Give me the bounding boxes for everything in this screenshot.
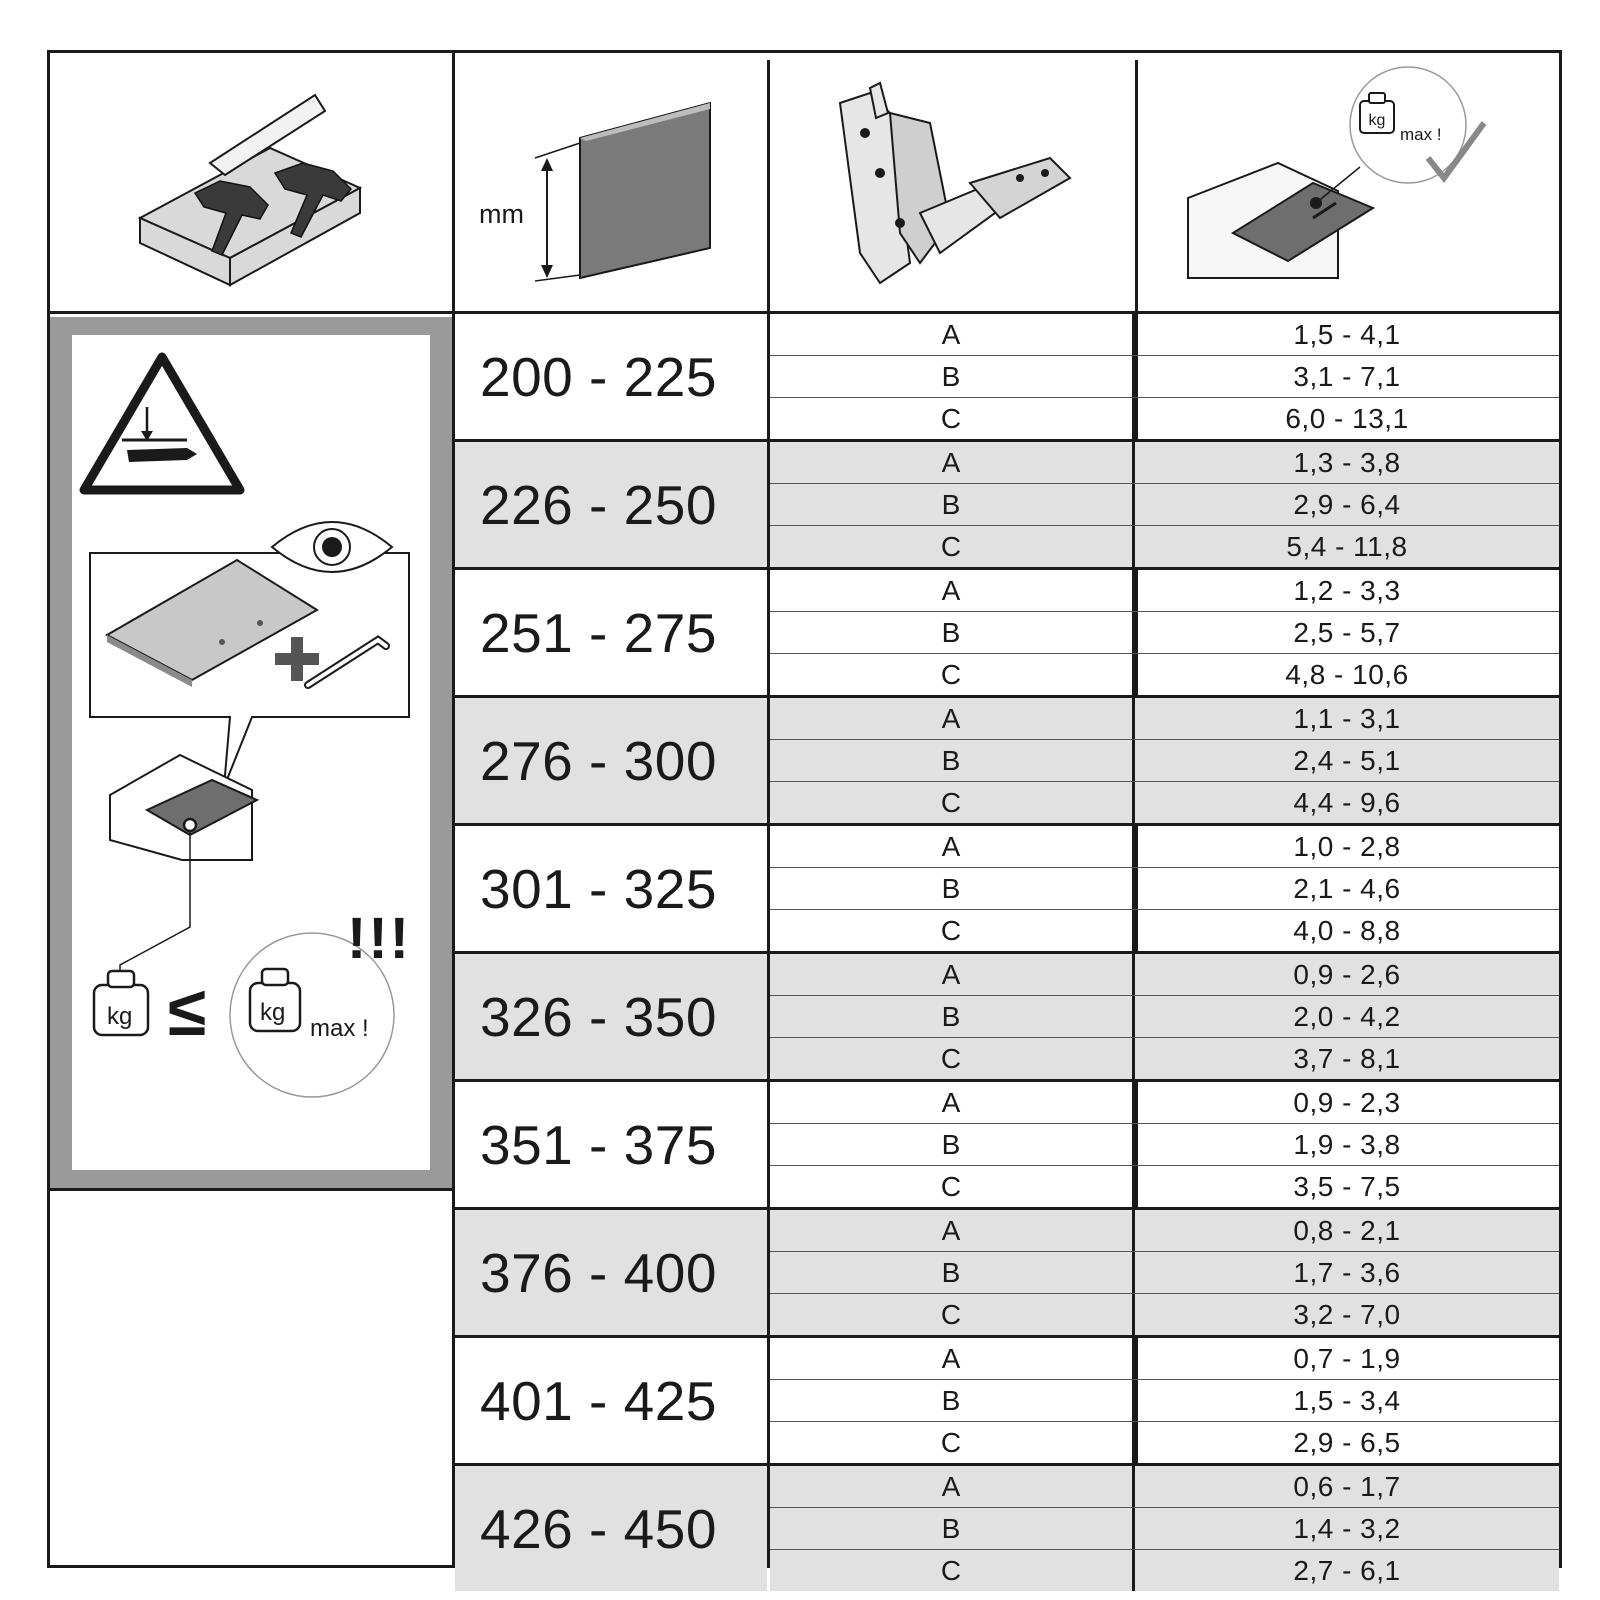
hinge-type-cell: A	[941, 1087, 961, 1118]
warning-exclamation-marks: !!!	[347, 906, 411, 971]
weight-range-cell: 1,0 - 2,8	[1293, 831, 1401, 862]
hinge-type-cell: C	[940, 787, 962, 818]
table-row	[770, 356, 1559, 397]
weight-range-cell: 2,9 - 6,4	[1293, 489, 1401, 520]
table-row	[770, 526, 1559, 567]
height-range-label: 276 - 300	[455, 698, 767, 823]
hinge-type-cell: A	[941, 831, 961, 862]
table-row	[770, 314, 1559, 355]
height-range-label: 200 - 225	[480, 345, 717, 408]
hinge-type-cell: C	[940, 1171, 962, 1202]
height-range-group	[455, 1082, 1559, 1207]
table-row	[770, 782, 1559, 823]
table-row	[770, 484, 1559, 525]
weight-range-cell: 1,7 - 3,6	[1293, 1257, 1401, 1288]
table-row	[770, 654, 1559, 695]
table-row	[770, 1166, 1559, 1207]
weight-range-cell: 3,5 - 7,5	[1293, 1171, 1401, 1202]
height-range-label: 251 - 275	[480, 601, 717, 664]
cabinet-height-icon	[455, 53, 767, 314]
hinge-type-cell: A	[941, 1215, 961, 1246]
lift-hinge-mechanism-icon	[770, 53, 1135, 314]
weight-range-cell: 1,4 - 3,2	[1293, 1513, 1401, 1544]
load-table-body	[455, 314, 1559, 1586]
hinge-type-cell: B	[941, 1129, 961, 1160]
hinge-type-cell: B	[941, 361, 961, 392]
svg-text:kg: kg	[1368, 112, 1386, 129]
max-weight-label: max !	[310, 1015, 369, 1042]
weight-range-cell: 0,9 - 2,3	[1293, 1087, 1401, 1118]
hinge-type-cell: A	[941, 1471, 961, 1502]
safety-instructions-graphic	[72, 335, 430, 1170]
weight-range-cell: 2,9 - 6,5	[1293, 1427, 1401, 1458]
safety-info-content	[72, 335, 430, 1170]
hinge-type-cell: A	[941, 447, 961, 478]
hinge-type-cell: B	[941, 1257, 961, 1288]
table-row	[770, 570, 1559, 611]
height-range-label: 426 - 450	[455, 1466, 767, 1591]
height-range-group	[455, 826, 1559, 951]
hinge-type-cell: C	[940, 403, 962, 434]
weight-range-cell: 6,0 - 13,1	[1285, 403, 1409, 434]
weight-range-cell: 3,2 - 7,0	[1293, 1299, 1401, 1330]
weight-unit-label: kg	[107, 1003, 133, 1030]
hinge-type-cell: B	[941, 1001, 961, 1032]
max-weight-unit-label: kg	[260, 999, 286, 1026]
height-range-label: 351 - 375	[480, 1113, 717, 1176]
hinge-type-cell: C	[940, 1299, 962, 1330]
weight-range-cell: 1,1 - 3,1	[1293, 703, 1401, 734]
table-row	[770, 910, 1559, 951]
table-row	[770, 1294, 1559, 1335]
hinge-type-cell: C	[940, 659, 962, 690]
weight-range-cell: 2,4 - 5,1	[1293, 745, 1401, 776]
cabinet-with-flap-icon	[110, 755, 257, 860]
hinge-type-cell: C	[940, 531, 962, 562]
hinge-type-cell: B	[941, 489, 961, 520]
weight-range-cell: 1,5 - 3,4	[1293, 1385, 1401, 1416]
weight-range-cell: 4,8 - 10,6	[1285, 659, 1409, 690]
weight-range-cell: 1,3 - 3,8	[1293, 447, 1401, 478]
hinge-type-cell: C	[940, 915, 962, 946]
table-row	[770, 1082, 1559, 1123]
weight-range-cell: 1,5 - 4,1	[1293, 319, 1401, 350]
weight-range-cell: 0,8 - 2,1	[1293, 1215, 1401, 1246]
height-range-group	[455, 954, 1559, 1079]
hinge-type-cell: C	[940, 1043, 962, 1074]
weight-range-cell: 2,5 - 5,7	[1293, 617, 1401, 648]
hand-crush-warning-icon	[84, 357, 240, 490]
cabinet-flap-max-weight-icon	[1138, 53, 1559, 314]
weight-range-cell: 3,7 - 8,1	[1293, 1043, 1401, 1074]
table-row	[770, 996, 1559, 1037]
table-row	[770, 442, 1559, 483]
weight-range-cell: 2,1 - 4,6	[1293, 873, 1401, 904]
weight-range-cell: 0,7 - 1,9	[1293, 1343, 1401, 1374]
table-row	[770, 1422, 1559, 1463]
height-range-label: 401 - 425	[480, 1369, 717, 1432]
weight-range-cell: 2,0 - 4,2	[1293, 1001, 1401, 1032]
max-load-label: max !	[1400, 125, 1442, 144]
panel-divider	[50, 1188, 455, 1191]
table-row	[770, 868, 1559, 909]
height-range-label: 226 - 250	[455, 442, 767, 567]
hinge-type-cell: B	[941, 745, 961, 776]
header-max-load-illustration	[1138, 53, 1559, 314]
weight-range-cell: 1,2 - 3,3	[1293, 575, 1401, 606]
weight-range-cell: 3,1 - 7,1	[1293, 361, 1401, 392]
weight-range-cell: 2,7 - 6,1	[1293, 1555, 1401, 1586]
hinge-type-cell: A	[941, 703, 961, 734]
hinge-type-cell: B	[941, 1385, 961, 1416]
header-hinge-box-illustration	[50, 53, 452, 314]
table-row	[770, 1466, 1559, 1507]
table-row	[770, 1124, 1559, 1165]
dimension-unit-label: mm	[479, 199, 524, 229]
less-or-equal-symbol: ≤	[168, 972, 207, 1050]
height-range-group	[455, 1338, 1559, 1463]
table-row	[770, 740, 1559, 781]
height-range-label: 326 - 350	[455, 954, 767, 1079]
weight-range-cell: 1,9 - 3,8	[1293, 1129, 1401, 1160]
hinge-type-cell: C	[940, 1427, 962, 1458]
table-row	[770, 1252, 1559, 1293]
table-row	[770, 698, 1559, 739]
height-range-group	[455, 570, 1559, 695]
table-row	[770, 1550, 1559, 1591]
height-range-label: 301 - 325	[480, 857, 717, 920]
hinge-type-cell: B	[941, 1513, 961, 1544]
weight-range-cell: 4,4 - 9,6	[1293, 787, 1401, 818]
height-range-group	[455, 698, 1559, 823]
header-hinge-type-illustration	[770, 53, 1135, 314]
hinge-type-cell: A	[941, 575, 961, 606]
weight-range-cell: 5,4 - 11,8	[1286, 531, 1408, 562]
height-range-label: 376 - 400	[455, 1210, 767, 1335]
table-row	[770, 1380, 1559, 1421]
open-box-with-hinges-icon	[50, 53, 452, 314]
height-range-group	[455, 442, 1559, 567]
hinge-type-cell: B	[941, 617, 961, 648]
table-row	[770, 1338, 1559, 1379]
table-row	[770, 398, 1559, 439]
hinge-type-cell: A	[941, 959, 961, 990]
weight-range-cell: 4,0 - 8,8	[1293, 915, 1401, 946]
hinge-type-cell: C	[940, 1555, 962, 1586]
table-row	[770, 954, 1559, 995]
safety-info-panel	[50, 317, 452, 1188]
weight-range-cell: 0,9 - 2,6	[1293, 959, 1401, 990]
hinge-type-cell: B	[941, 873, 961, 904]
table-row	[770, 826, 1559, 867]
table-row	[770, 1508, 1559, 1549]
table-row	[770, 612, 1559, 653]
height-range-group	[455, 314, 1559, 439]
height-range-group	[455, 1466, 1559, 1591]
table-row	[770, 1210, 1559, 1251]
weight-range-cell: 0,6 - 1,7	[1293, 1471, 1401, 1502]
table-row	[770, 1038, 1559, 1079]
hinge-type-cell: A	[941, 1343, 961, 1374]
hinge-type-cell: A	[941, 319, 961, 350]
header-height-dimension	[455, 53, 767, 314]
height-range-group	[455, 1210, 1559, 1335]
